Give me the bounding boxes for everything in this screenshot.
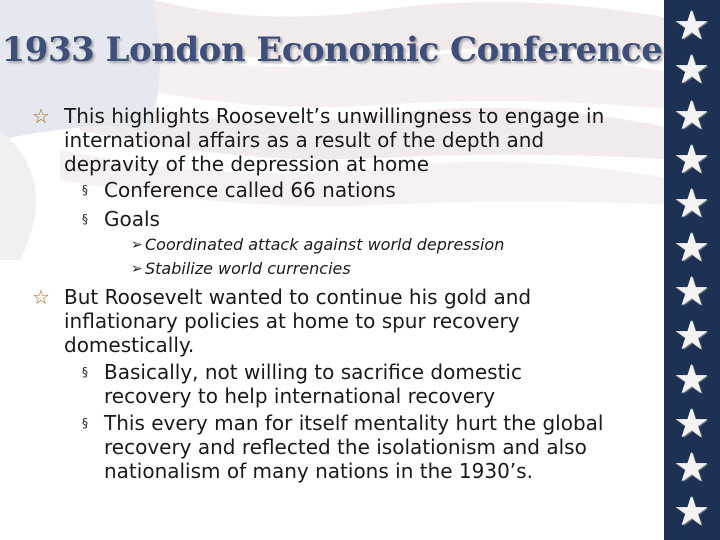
star-icon: ★ (674, 47, 710, 93)
sub-bullet-text: This every man for itself mentality hurt the global recovery and reflected the isolationism and also nationalism of many nations in the 1930’s. (104, 411, 604, 483)
sub-bullet (82, 178, 622, 202)
bullet-text: This highlights Roosevelt’s unwillingness to engage in international affairs as a result of the depth and depravity of the depression at home (64, 104, 605, 176)
slide-title: 1933 London Economic Conference (1, 30, 663, 70)
star-icon: ★ (674, 93, 710, 139)
sub-bullet (82, 207, 622, 231)
sub-bullet-text: Basically, not willing to sacrifice domestic recovery to help international recovery (104, 360, 522, 408)
sub-bullet-text: Conference called 66 nations (104, 178, 396, 202)
star-icon: ★ (674, 3, 710, 49)
square-bullet-icon: § (82, 416, 88, 430)
square-bullet-icon: § (82, 212, 88, 226)
square-bullet-icon: § (82, 365, 88, 379)
star-outline-icon: ☆ (32, 104, 50, 128)
star-icon: ★ (674, 357, 710, 403)
sub-bullet (82, 411, 622, 483)
star-icon: ★ (674, 137, 710, 183)
arrow-bullet-icon: ➢ (131, 261, 143, 277)
star-icon: ★ (674, 401, 710, 447)
star-icon: ★ (674, 445, 710, 491)
star-icon: ★ (674, 489, 710, 535)
sub-bullet-text: Goals (104, 207, 160, 231)
star-icon: ★ (674, 181, 710, 227)
goal-item (131, 257, 631, 281)
star-icon: ★ (674, 225, 710, 271)
goal-text: Stabilize world currencies (145, 259, 351, 278)
goal-text: Coordinated attack against world depression (145, 235, 505, 254)
square-bullet-icon: § (82, 183, 88, 197)
star-icon: ★ (674, 269, 710, 315)
main-bullet (32, 285, 632, 357)
arrow-bullet-icon: ➢ (131, 237, 143, 253)
sub-bullet (82, 360, 602, 408)
star-stripe (664, 0, 720, 540)
main-bullet (32, 104, 632, 176)
goal-item (131, 233, 631, 257)
bullet-text: But Roosevelt wanted to continue his gold and inflationary policies at home to spur recovery domestically. (64, 285, 532, 357)
star-outline-icon: ☆ (32, 285, 50, 309)
star-icon: ★ (674, 313, 710, 359)
